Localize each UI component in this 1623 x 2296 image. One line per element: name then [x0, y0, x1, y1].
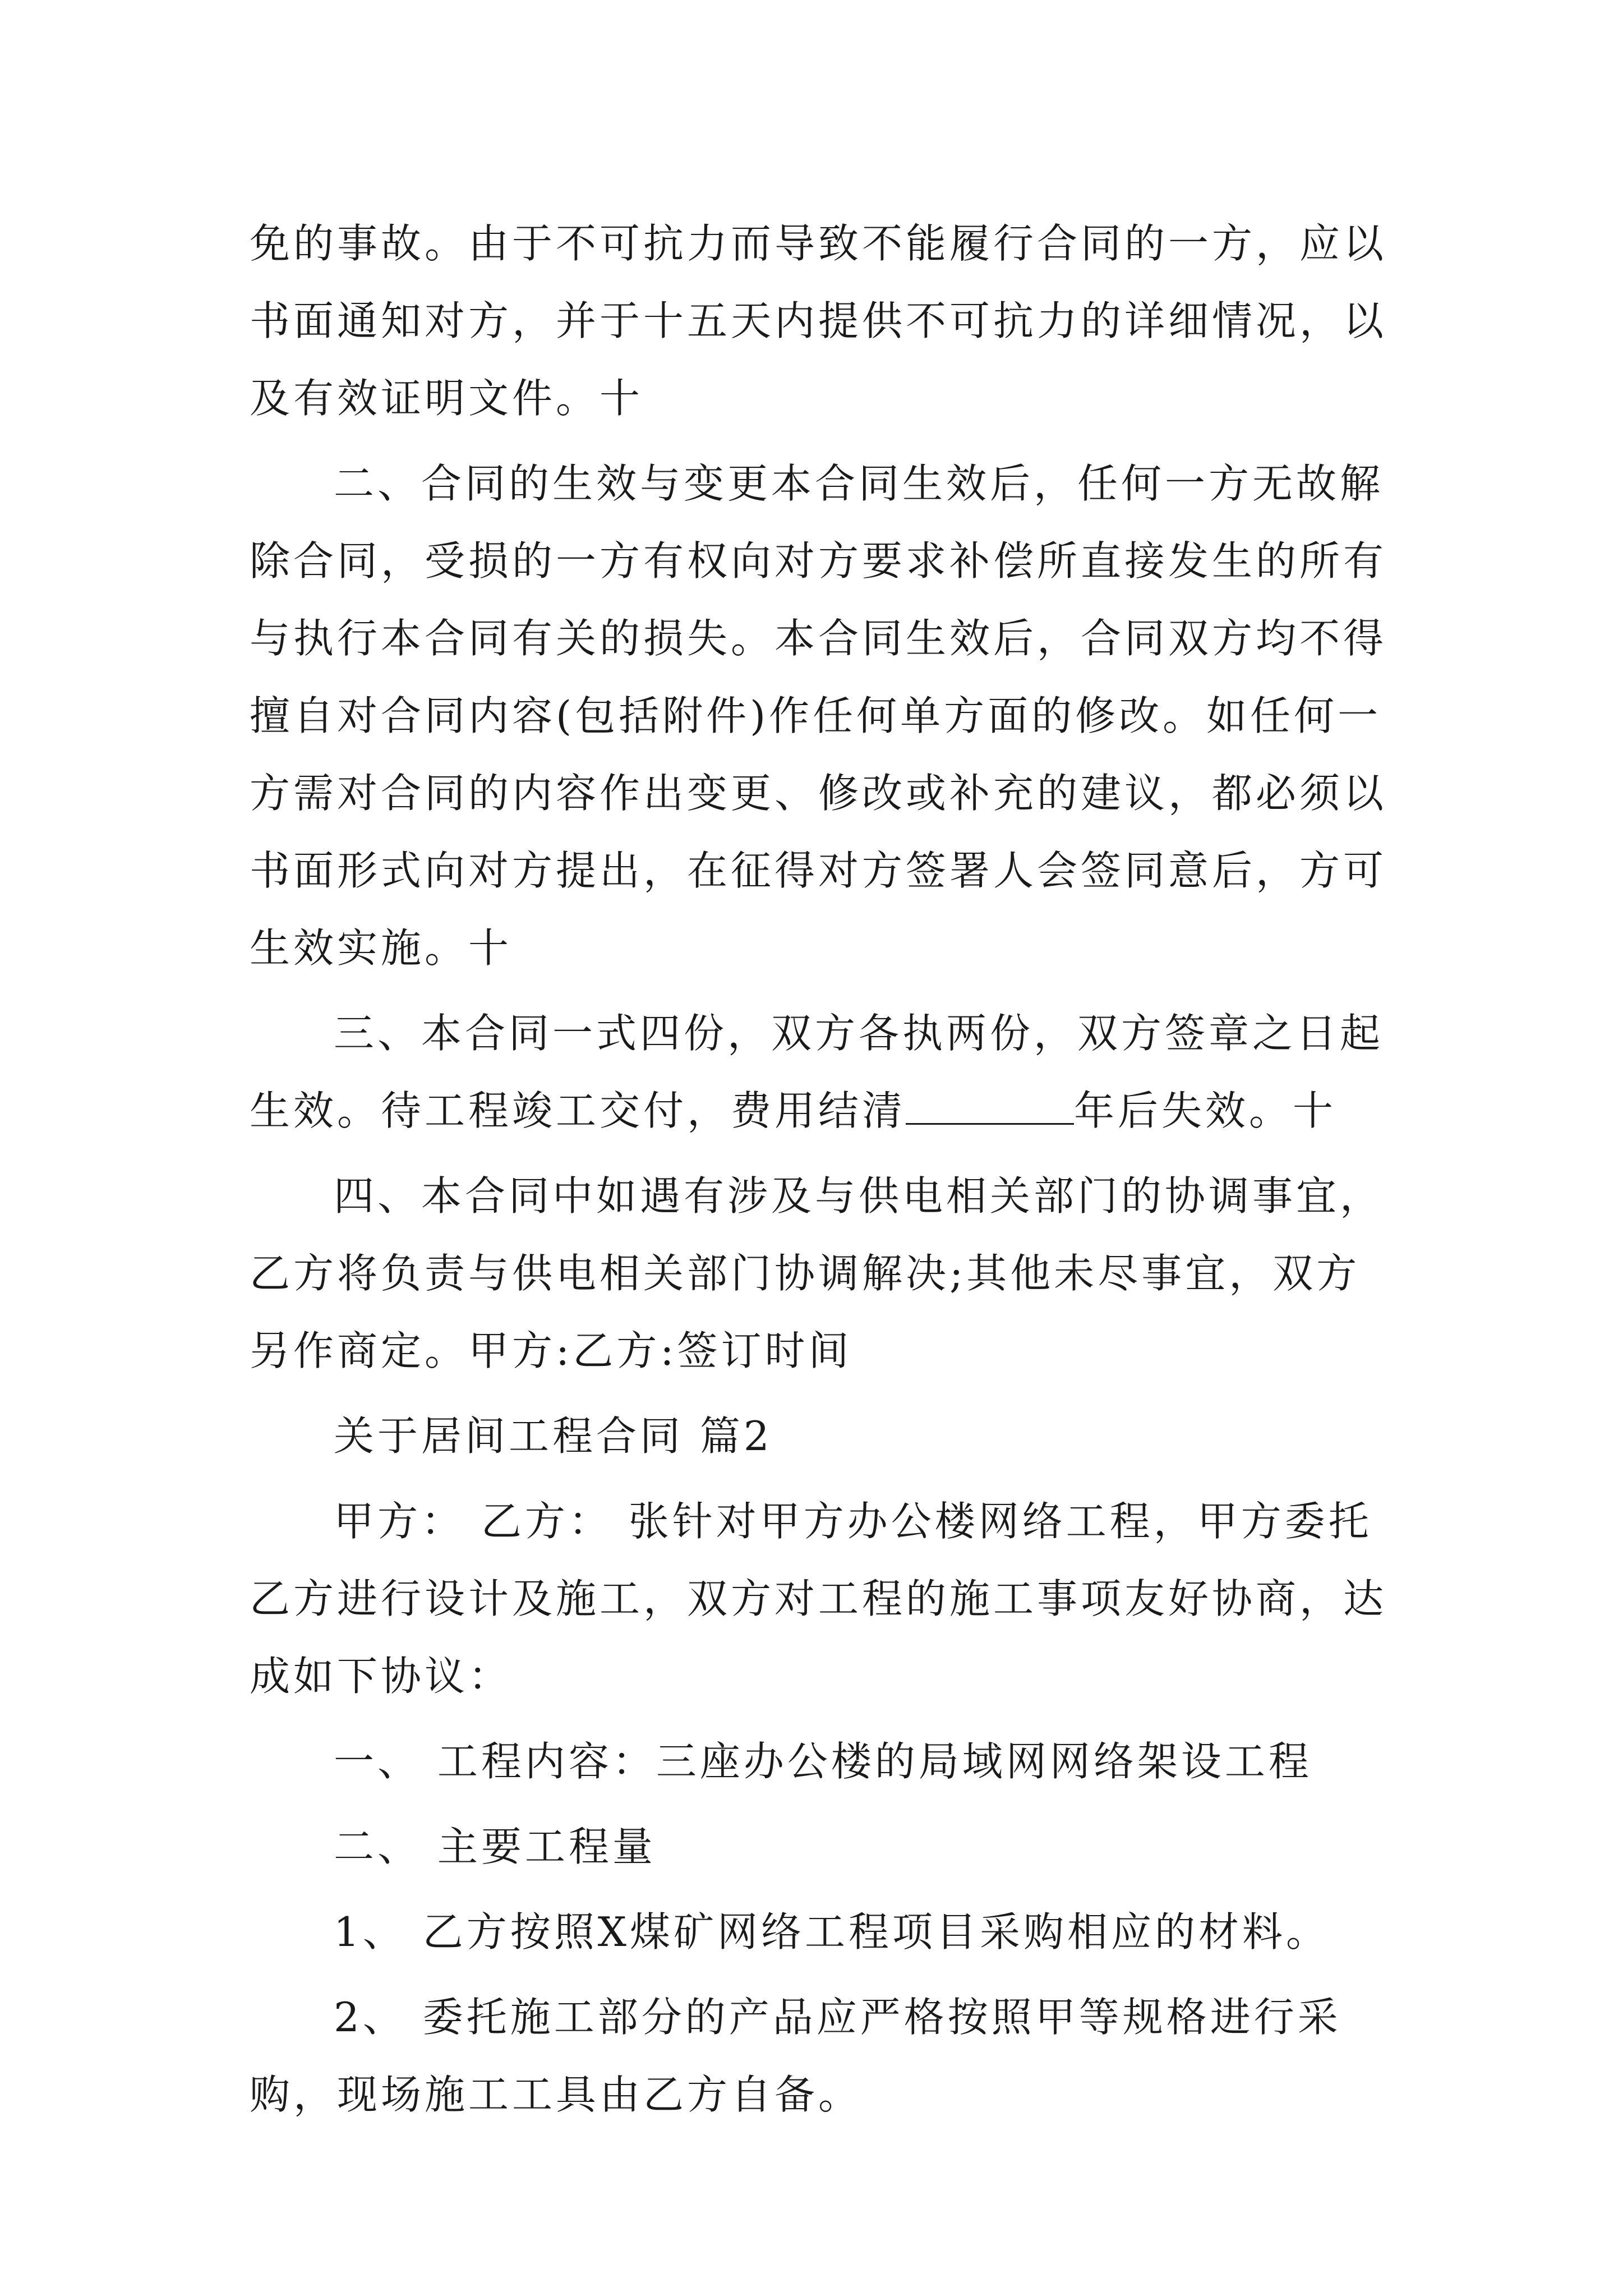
section-heading: 关于居间工程合同 篇2 [334, 1412, 773, 1460]
text-line: 另作商定。甲方:乙方:签订时间 [250, 1327, 852, 1374]
text-line: 购，现场施工工具由乙方自备。 [250, 2071, 863, 2118]
text-line: 擅自对合同内容(包括附件)作任何单方面的修改。如任何一 [250, 692, 1382, 739]
text-line: 二、合同的生效与变更本合同生效后，任何一方无故解 [334, 460, 1384, 507]
text-line: 四、本合同中如遇有涉及与供电相关部门的协调事宜， [334, 1172, 1384, 1220]
text-line: 成如下协议： [250, 1653, 513, 1700]
text-line: 书面通知对方，并于十五天内提供不可抗力的详细情况，以 [250, 297, 1387, 344]
document-body [250, 205, 1388, 2133]
paragraph-parties [250, 1483, 1388, 1715]
text-segment: 生效。待工程竣工交付，费用结清 [250, 1087, 906, 1134]
text-line: 除合同，受损的一方有权向对方要求补偿所直接发生的所有 [250, 537, 1387, 585]
list-item [250, 1978, 1388, 2133]
paragraph-force-majeure [250, 205, 1388, 437]
text-line: 2、 委托施工部分的产品应严格按照甲等规格进行采 [334, 1994, 1341, 2041]
list-item: 1、 乙方按照X煤矿网络工程项目采购相应的材料。 [334, 1908, 1330, 1955]
text-line: 甲方： 乙方： 张针对甲方办公楼网络工程，甲方委托 [334, 1498, 1372, 1545]
text-line: 乙方将负责与供电相关部门协调解决;其他未尽事宜，双方 [250, 1250, 1361, 1297]
text-line: 免的事故。由于不可抗力而导致不能履行合同的一方，应以 [250, 220, 1387, 267]
paragraph-copies [250, 995, 1388, 1149]
text-line [250, 1072, 1388, 1149]
paragraph-coordination [250, 1157, 1388, 1389]
text-line: 与执行本合同有关的损失。本合同生效后，合同双方均不得 [250, 615, 1387, 662]
list-item: 二、 主要工程量 [334, 1823, 656, 1870]
list-item: 一、 工程内容：三座办公楼的局域网网络架设工程 [334, 1738, 1312, 1785]
text-line: 生效实施。十 [250, 924, 513, 972]
text-line: 方需对合同的内容作出变更、修改或补充的建议，都必须以 [250, 770, 1387, 817]
paragraph-effectiveness-and-changes [250, 445, 1388, 987]
text-line: 乙方进行设计及施工，双方对工程的施工事项友好协商，达 [250, 1575, 1387, 1622]
text-line: 三、本合同一式四份，双方各执两份，双方签章之日起 [334, 1010, 1384, 1057]
fill-in-blank [906, 1089, 1074, 1125]
text-line: 书面形式向对方提出，在征得对方签署人会签同意后，方可 [250, 847, 1387, 894]
text-line: 及有效证明文件。十 [250, 375, 644, 422]
text-segment: 年后失效。十 [1074, 1087, 1337, 1134]
